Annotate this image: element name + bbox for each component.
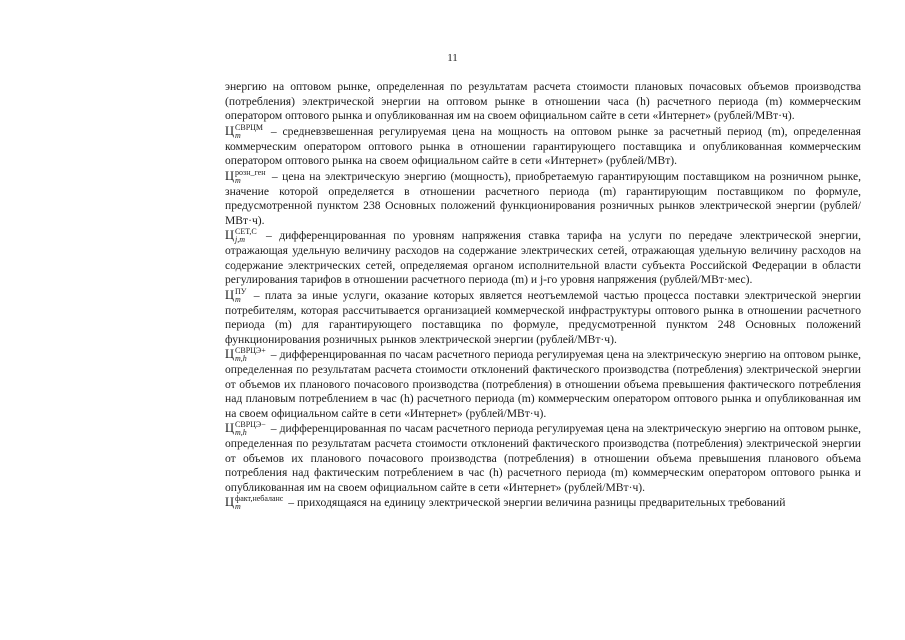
formula-symbol: Ц СВРЦМ m	[225, 122, 264, 140]
definition-text: – цена на электрическую энергию (мощность), приобретаемую гарантирующим поставщиком на розничном рынке, значение которой определяется в отношении расчетного периода (m) гарантирующим поставщиком по формуле, предусмотренной пунктом 238 Основных положений функционирования розничных рынков электрической энергии (рублей/МВт·ч).	[225, 169, 861, 227]
definition-set-c	[225, 228, 861, 288]
page-number: 11	[447, 52, 458, 64]
definition-svrce-plus	[225, 347, 861, 421]
formula-symbol: Ц факт,небаланс m	[225, 494, 284, 511]
definition-fakt-nebalans	[225, 495, 861, 511]
definition-pu	[225, 288, 861, 348]
definition-text: – дифференцированная по часам расчетного периода регулируемая цена на электрическую энергию на оптовом рынке, определенная по результатам расчета стоимости отклонений фактического производства (потребления) электрической энергии от объемов их планового почасового производства (потребления) в отношении объема превышения фактического потребления над плановым потреблением в час (h) расчетного периода (m) коммерческим оператором оптового рынка и опубликованная им на своем официальном сайте в сети «Интернет» (рублей/МВт·ч).	[225, 348, 861, 420]
definition-text: – дифференцированная по уровням напряжения ставка тарифа на услуги по передаче электрической энергии, отражающая удельную величину расходов на содержание электрических сетей, отражающая удельную величину расходов на содержание электрических сетей, определяемая органом исполнительной власти субъекта Российской Федерации в области регулирования тарифов в отношении расчетного периода (m) и j-го уровня напряжения (рублей/МВт·мес).	[225, 229, 861, 286]
paragraph-continuation	[225, 80, 861, 124]
formula-symbol: Ц СВРЦЭ+ m,h	[225, 346, 266, 363]
formula-symbol: Ц ПУ m	[225, 286, 247, 304]
definition-svrcm	[225, 124, 861, 169]
formula-symbol: Ц СЕТ,С j,m	[225, 227, 257, 244]
paragraph-text: энергию на оптовом рынке, определенная по результатам расчета стоимости плановых почасовых объемов производства (потребления) электрической энергии на оптовом рынке в отношении часа (h) расчетного периода (m) коммерческим оператором оптового рынка и опубликованная им на своем официальном сайте в сети «Интернет» (рублей/МВт·ч).	[225, 80, 861, 122]
definition-text: – дифференцированная по часам расчетного периода регулируемая цена на электрическую энергию на оптовом рынке, определенная по результатам расчета стоимости отклонений фактического производства (потребления) электрической энергии от объемов их планового почасового производства (потребления) в отношении объема превышения планового объема потребления над фактическим потреблением в час (h) расчетного периода (m) коммерческим оператором оптового рынка и опубликованная им на своем официальном сайте в сети «Интернет» (рублей/МВт·ч).	[225, 422, 861, 494]
definition-text: – плата за иные услуги, оказание которых является неотъемлемой частью процесса поставки электрической энергии потребителям, которая рассчитывается организацией коммерческой инфраструктуры оптового рынка в отношении расчетного периода (m) для гарантирующего поставщика по формуле, предусмотренной пунктом 248 Основных положений функционирования розничных рынков электрической энергии (рублей/МВт·ч).	[225, 288, 861, 346]
definition-text: – средневзвешенная регулируемая цена на мощность на оптовом рынке за расчетный период (m), определенная коммерческим оператором оптового рынка в отношении гарантирующего поставщика и опубликованная коммерческим оператором оптового рынка на своем официальном сайте в сети «Интернет» (рублей/МВт).	[225, 124, 861, 167]
formula-symbol: Ц розн_ген m	[225, 167, 266, 185]
document-body	[225, 80, 861, 511]
definition-svrce-minus	[225, 421, 861, 495]
formula-symbol: Ц СВРЦЭ− m,h	[225, 420, 266, 437]
definition-text: – приходящаяся на единицу электрической энергии величина разницы предварительных требований	[285, 496, 786, 509]
definition-rozn-gen	[225, 169, 861, 229]
